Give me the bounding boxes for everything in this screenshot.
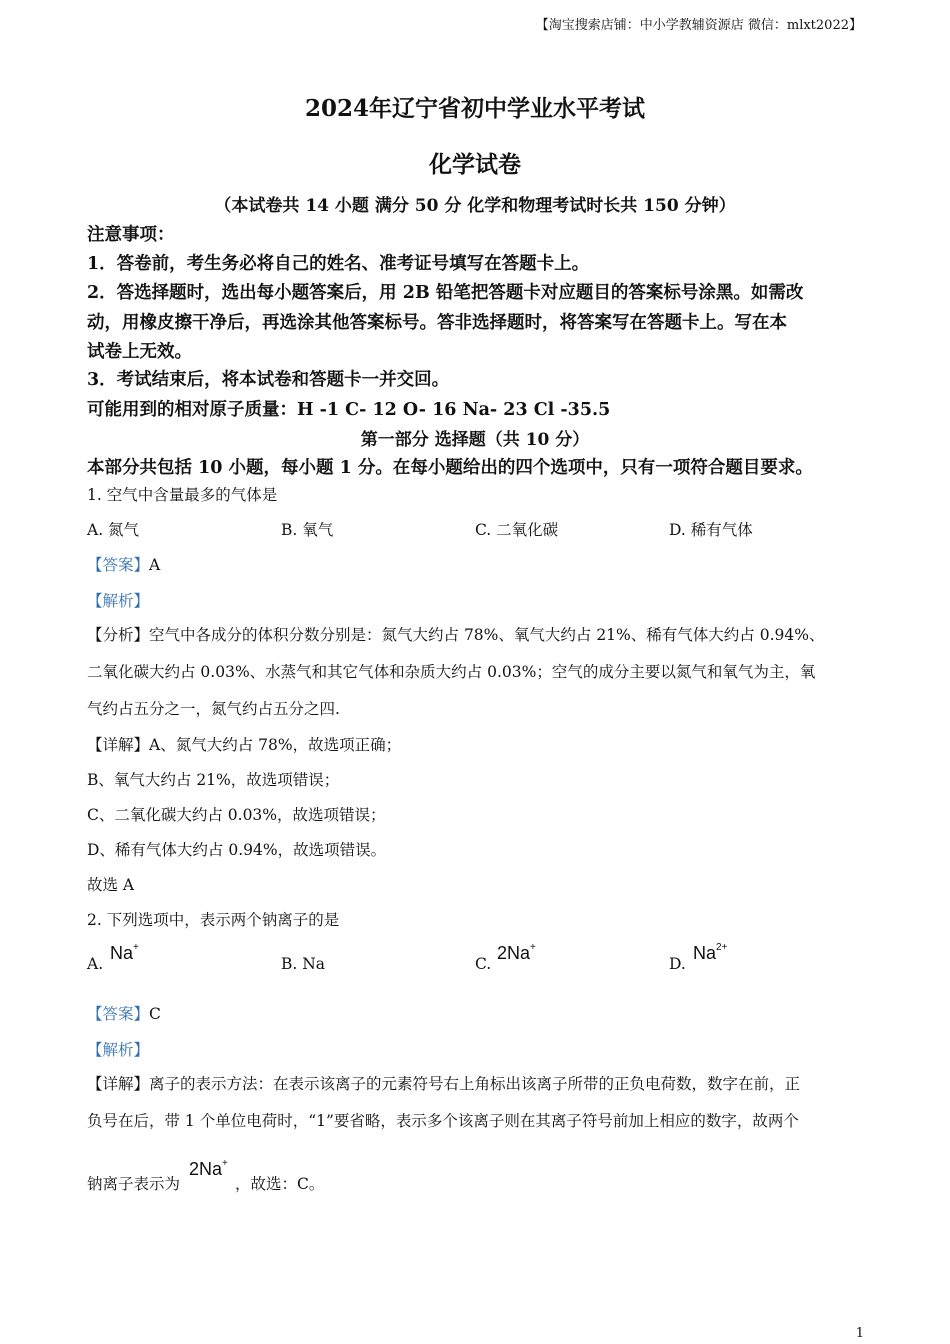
q1-detail-text-1: A、氮气大约占 78%，故选项正确； (149, 736, 402, 754)
q2-answer-value: C (149, 1005, 161, 1023)
q2-detail-tag: 【详解】 (87, 1075, 150, 1093)
q1-answer-tag: 【答案】 (87, 556, 150, 574)
notice-line-3: 动，用橡皮擦干净后，再选涂其他答案标号。答非选择题时，将答案写在答题卡上。写在本 (87, 313, 787, 333)
q2-answer (87, 1002, 161, 1024)
q2-detail-formula (189, 1159, 228, 1180)
q2-stem: 2. 下列选项中，表示两个钠离子的是 (87, 911, 340, 929)
q1-stem: 1. 空气中含量最多的气体是 (87, 486, 278, 504)
q1-analysis-tag: 【解析】 (87, 592, 150, 610)
q2-detail-line-3b: ，故选：C。 (235, 1175, 325, 1193)
q2-option-c-label: C. (475, 955, 492, 973)
q2-detail-line-2: 负号在后，带 1 个单位电荷时，“1”要省略，表示多个该离子则在其离子符号前加上相应的数字，故两个 (87, 1112, 799, 1130)
q1-fenxi-line-3: 气约占五分之一，氮气约占五分之四. (87, 700, 340, 718)
notice-line-5: 3．考试结束后，将本试卷和答题卡一并交回。 (87, 370, 450, 390)
q2-detail-formula-symbol: 2Na (189, 1159, 223, 1179)
q2-option-a-charge: + (133, 942, 139, 953)
q2-option-a-formula (110, 943, 139, 964)
atomic-mass-line: 可能用到的相对原子质量：H -1 C- 12 O- 16 Na- 23 Cl -35.5 (87, 400, 611, 420)
q2-option-b-label: B. Na (281, 955, 326, 973)
exam-subtitle: 化学试卷 (429, 151, 521, 178)
q2-analysis-tag: 【解析】 (87, 1041, 150, 1059)
part1-heading: 第一部分 选择题（共 10 分） (360, 430, 590, 450)
exam-note: （本试卷共 14 小题 满分 50 分 化学和物理考试时长共 150 分钟） (214, 196, 736, 216)
q1-fenxi-line-1 (87, 623, 824, 645)
q2-detail-line-3a: 钠离子表示为 (87, 1175, 181, 1193)
exam-title: 2024年辽宁省初中学业水平考试 (304, 95, 645, 122)
notice-line-1: 1．答卷前，考生务必将自己的姓名、准考证号填写在答题卡上。 (87, 254, 590, 274)
q2-option-a-symbol: Na (110, 943, 134, 963)
part1-instruction: 本部分共包括 10 小题，每小题 1 分。在每小题给出的四个选项中，只有一项符合题目要求。 (87, 458, 813, 478)
q2-option-d-charge: 2+ (716, 942, 728, 953)
notice-line-4: 试卷上无效。 (87, 342, 192, 362)
q1-detail-line-1 (87, 733, 401, 755)
q1-fenxi-line-2: 二氧化碳大约占 0.03%、水蒸气和其它气体和杂质大约占 0.03%；空气的成分主要以氮气和氧气为主，氧 (87, 663, 816, 681)
q2-detail-formula-charge: + (222, 1158, 228, 1169)
q2-answer-tag: 【答案】 (87, 1005, 150, 1023)
q1-fenxi-text-1: 空气中各成分的体积分数分别是：氮气大约占 78%、氧气大约占 21%、稀有气体大约占 0.94%、 (149, 626, 825, 644)
q2-option-d-label: D. (669, 955, 686, 973)
q1-option-d: D. 稀有气体 (669, 521, 753, 539)
page-header: 【淘宝搜索店铺：中小学教辅资源店 微信：mlxt2022】 (535, 18, 862, 33)
page-number: 1 (855, 1326, 864, 1341)
q1-detail-line-4: D、稀有气体大约占 0.94%，故选项错误。 (87, 841, 387, 859)
q1-detail-line-2: B、氧气大约占 21%，故选项错误； (87, 771, 340, 789)
q2-option-d-formula (693, 943, 727, 964)
q1-answer-value: A (149, 556, 161, 574)
q1-conclusion: 故选 A (87, 876, 135, 894)
q2-detail-line-1 (87, 1072, 800, 1094)
q2-detail-text-1: 离子的表示方法：在表示该离子的元素符号右上角标出该离子所带的正负电荷数，数字在前，正 (149, 1075, 801, 1093)
q1-detail-tag: 【详解】 (87, 736, 150, 754)
q2-option-c-symbol: 2Na (497, 943, 531, 963)
q2-option-c-formula (497, 943, 536, 964)
q1-option-c: C. 二氧化碳 (475, 521, 559, 539)
q1-detail-line-3: C、二氧化碳大约占 0.03%，故选项错误； (87, 806, 386, 824)
q2-option-c-charge: + (530, 942, 536, 953)
notice-heading: 注意事项： (87, 225, 175, 245)
q1-option-b: B. 氧气 (281, 521, 334, 539)
q2-option-a-label: A. (87, 955, 104, 973)
notice-line-2: 2．答选择题时，选出每小题答案后，用 2B 铅笔把答题卡对应题目的答案标号涂黑。如需改 (87, 283, 804, 303)
q2-option-d-symbol: Na (693, 943, 717, 963)
q1-option-a: A. 氮气 (87, 521, 140, 539)
q1-answer (87, 553, 160, 575)
q1-fenxi-tag: 【分析】 (87, 626, 150, 644)
